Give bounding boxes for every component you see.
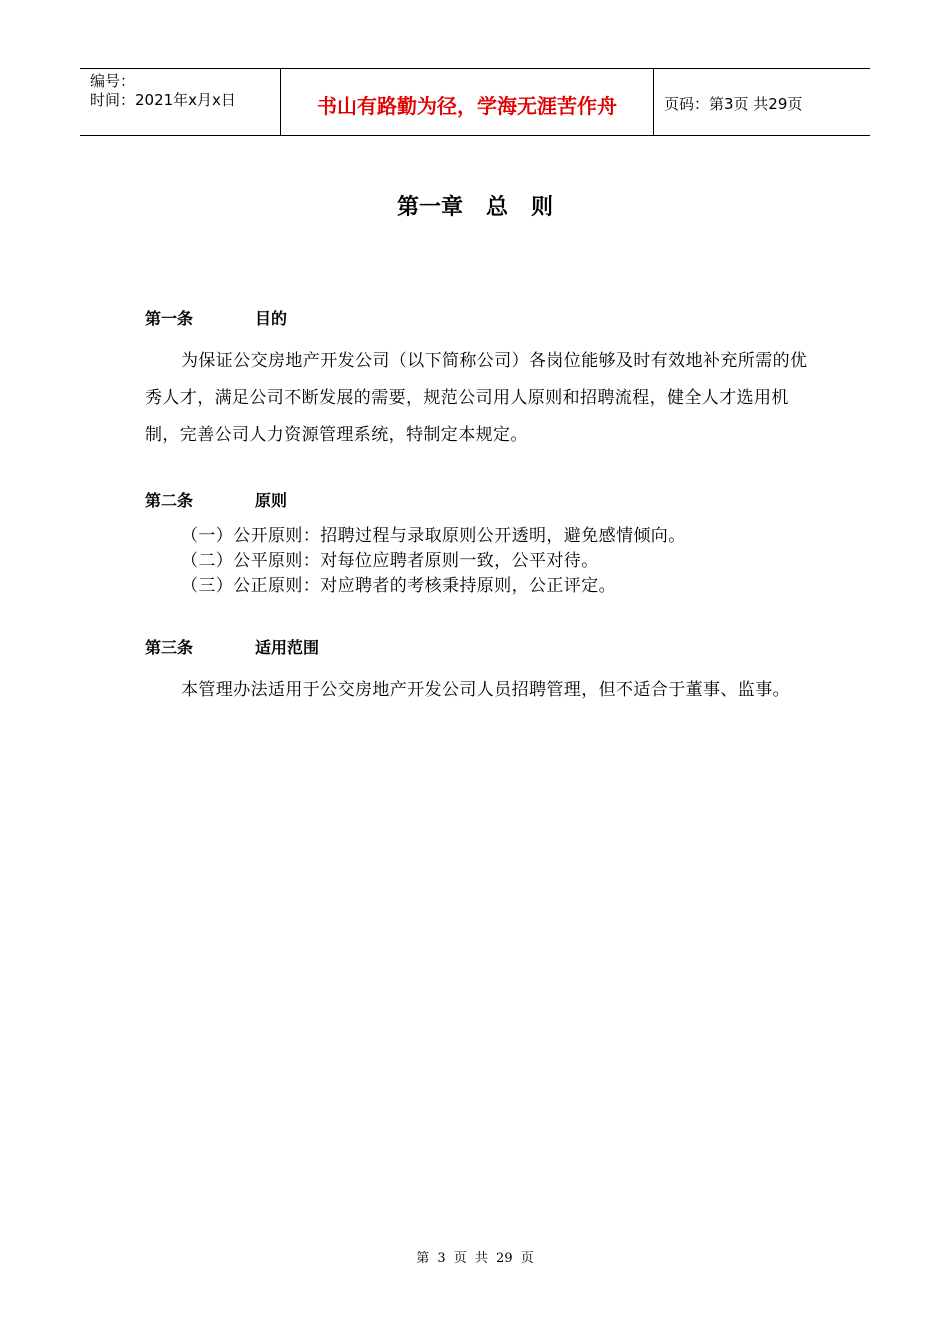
article-title: 适用范围 <box>255 638 320 657</box>
page-header <box>80 68 870 136</box>
header-motto: 书山有路勤为径，学海无涯苦作舟 <box>281 69 654 135</box>
document-time-label: 时间：2021年x月x日 <box>90 91 236 109</box>
header-meta-cell <box>80 69 281 135</box>
article-heading <box>145 636 815 660</box>
article-paragraph: 本管理办法适用于公交房地产开发公司人员招聘管理，但不适合于董事、监事。 <box>181 680 790 700</box>
article-heading <box>145 307 815 331</box>
chapter-title: 第一章 总 则 <box>397 195 553 220</box>
page-footer: 第 3 页 共 29 页 <box>416 1251 534 1266</box>
article-paragraph: 为保证公交房地产开发公司（以下简称公司）各岗位能够及时有效地补充所需的优秀人才，满足公司不断发展的需要，规范公司用人原则和招聘流程，健全人才选用机制，完善公司人力资源管理系统，特制定本规定。 <box>145 351 808 445</box>
article-number: 第一条 <box>145 309 194 328</box>
article-number: 第三条 <box>145 638 194 657</box>
article-number: 第二条 <box>145 491 194 510</box>
document-number-label: 编号： <box>90 72 136 90</box>
list-item: （二）公平原则：对每位应聘者原则一致，公平对待。 <box>181 551 599 571</box>
article-title: 原则 <box>255 491 288 510</box>
article-2 <box>145 489 815 599</box>
list-item: （一）公开原则：招聘过程与录取原则公开透明，避免感情倾向。 <box>181 526 686 546</box>
list-item: （三）公正原则：对应聘者的考核秉持原则，公正评定。 <box>181 576 616 596</box>
article-3 <box>145 636 815 709</box>
article-heading <box>145 489 815 513</box>
article-title: 目的 <box>255 309 288 328</box>
article-1 <box>145 307 815 454</box>
header-page-label: 页码：第3页 共29页 <box>664 94 803 113</box>
